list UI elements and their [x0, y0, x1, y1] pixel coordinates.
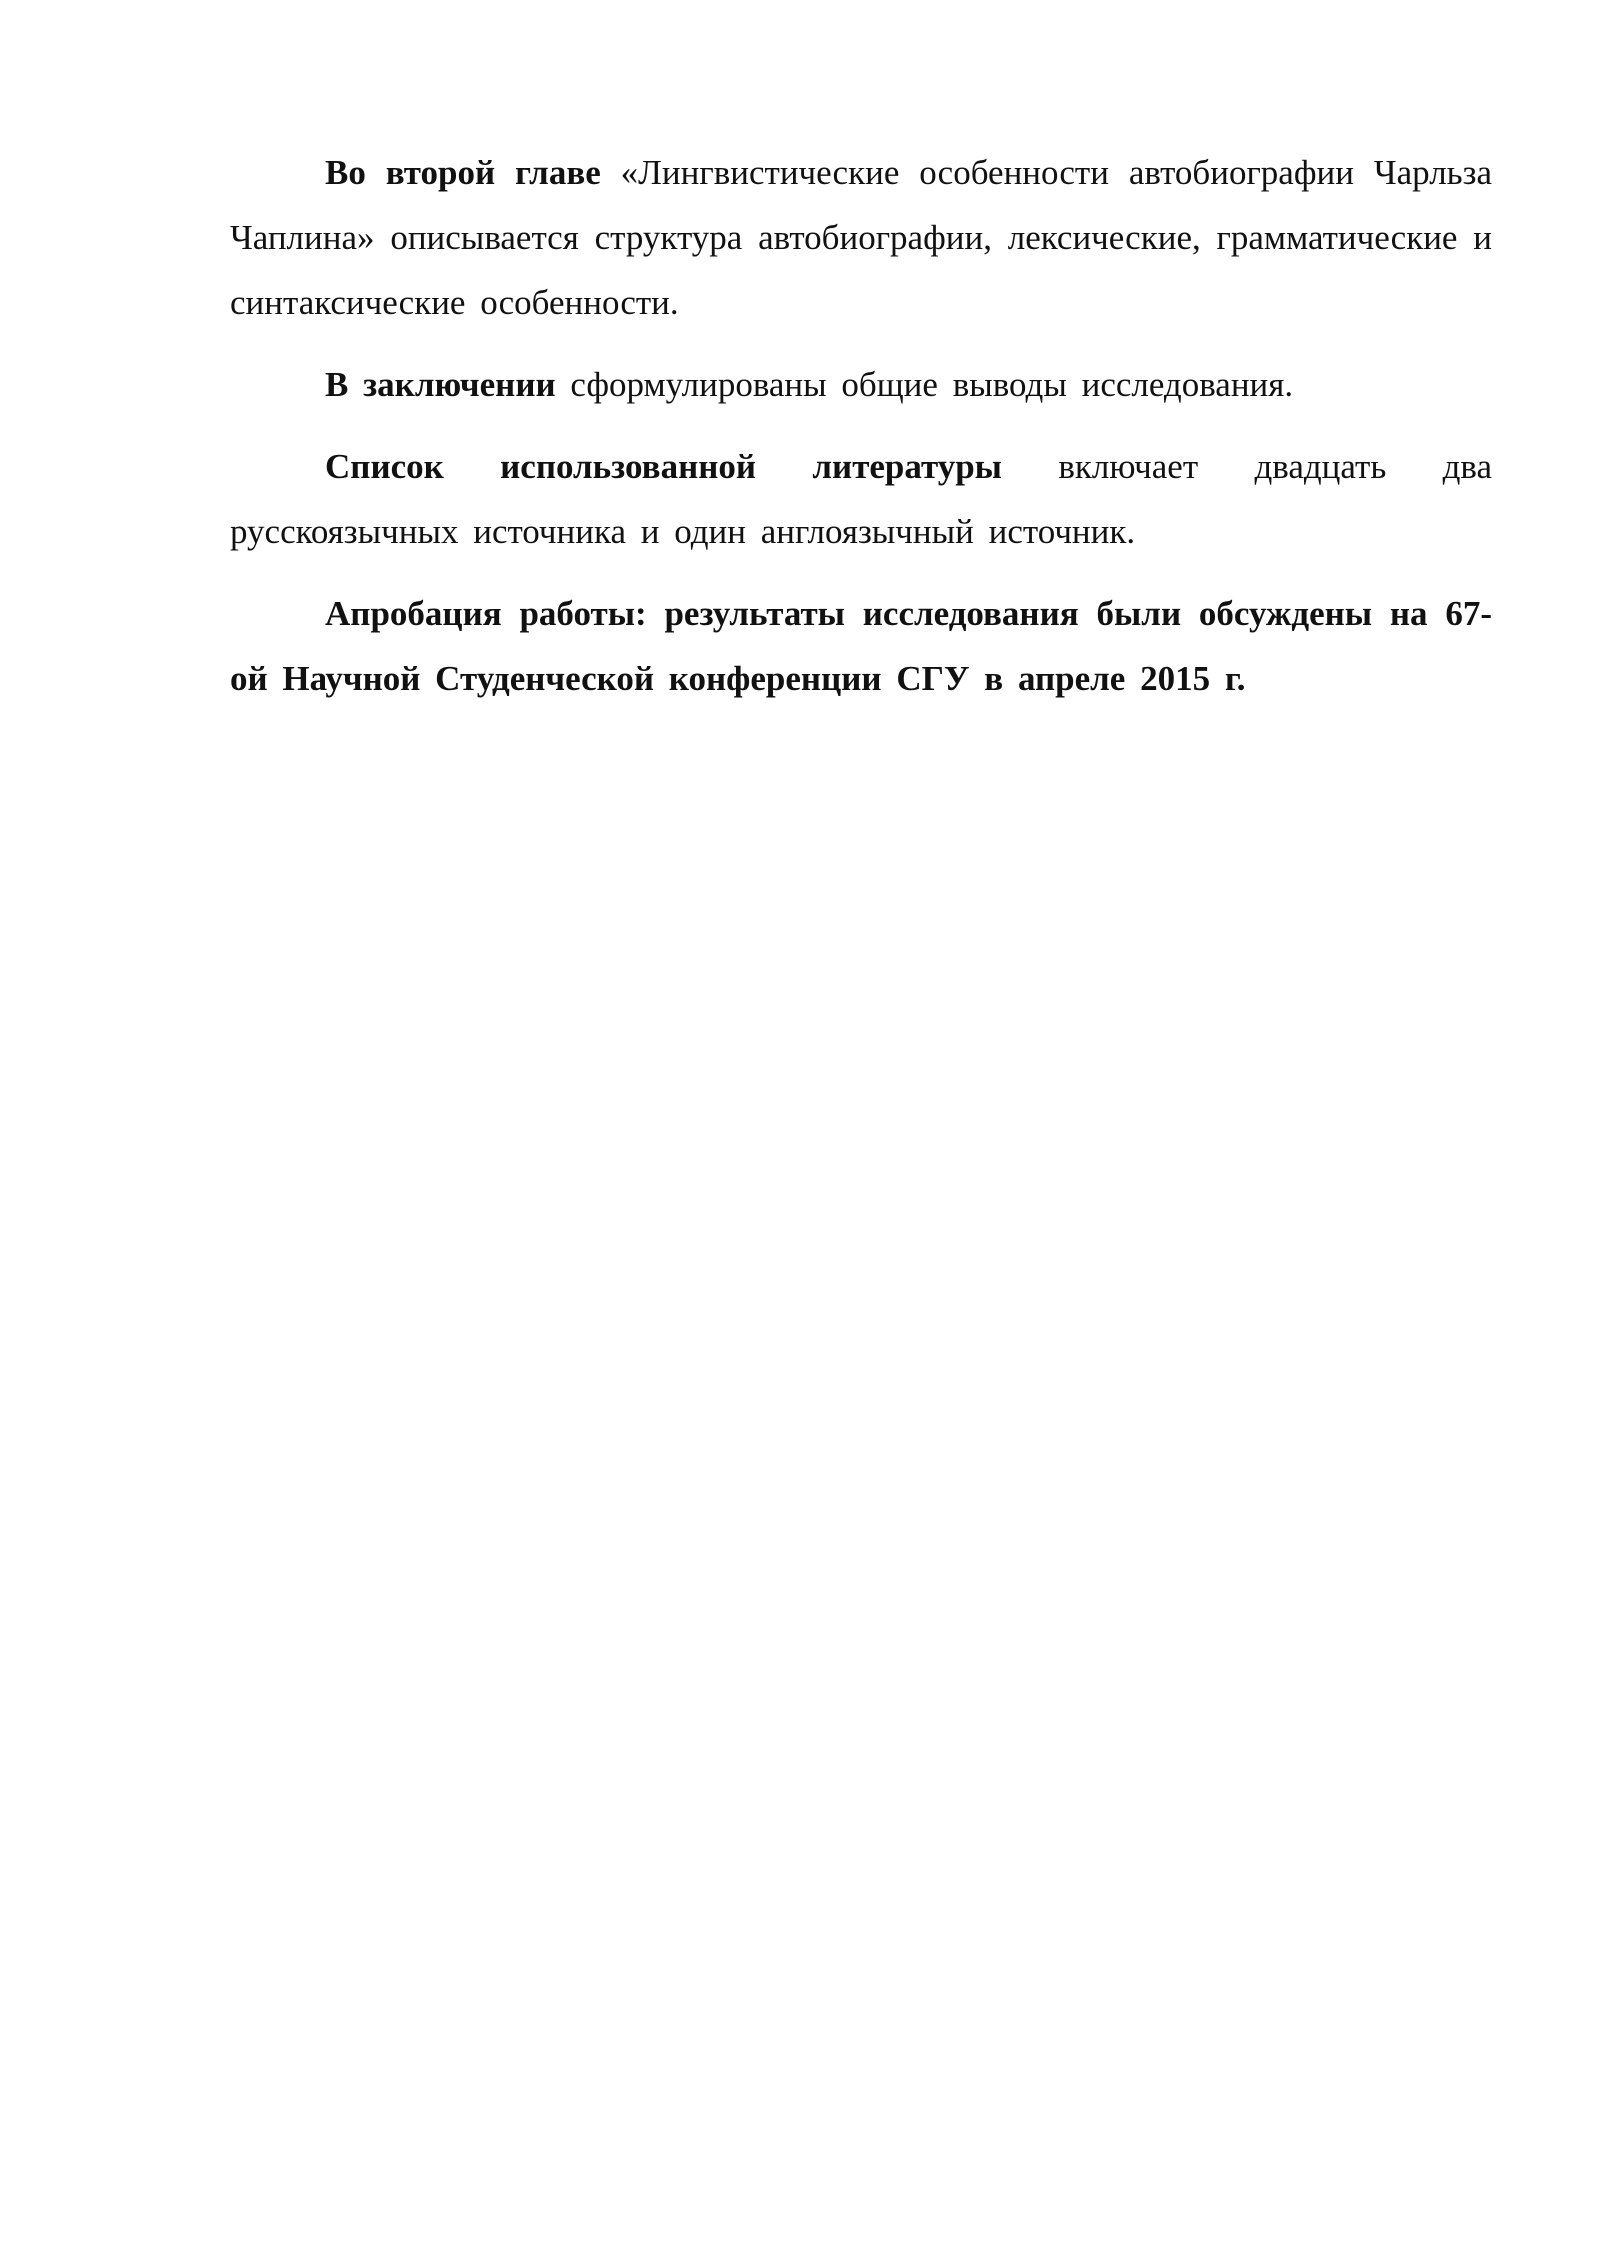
paragraph-lead-bold: Во второй главе — [325, 153, 601, 192]
paragraph-lead-bold: Апробация работы: результаты исследования были обсуждены на 67-ой Научной Студенческой конференции СГУ в апреле 2015 г. — [230, 594, 1492, 698]
paragraph-conclusion — [230, 352, 1492, 417]
paragraph-lead-bold: В заключении — [325, 365, 556, 404]
paragraph-chapter-two — [230, 140, 1492, 335]
paragraph-approbation — [230, 581, 1492, 711]
paragraph-bibliography — [230, 434, 1492, 564]
document-body — [230, 140, 1492, 728]
paragraph-text: включает двадцать два русскоязычных источника и один англоязычный источник. — [230, 447, 1493, 551]
paragraph-text: «Лингвистические особенности автобиографии Чарльза Чаплина» описывается структура автобиографии, лексические, грамматические и синтаксические особенности. — [230, 153, 1492, 322]
paragraph-text: сформулированы общие выводы исследования. — [555, 365, 1294, 404]
paragraph-lead-bold: Список использованной литературы — [325, 447, 1003, 486]
